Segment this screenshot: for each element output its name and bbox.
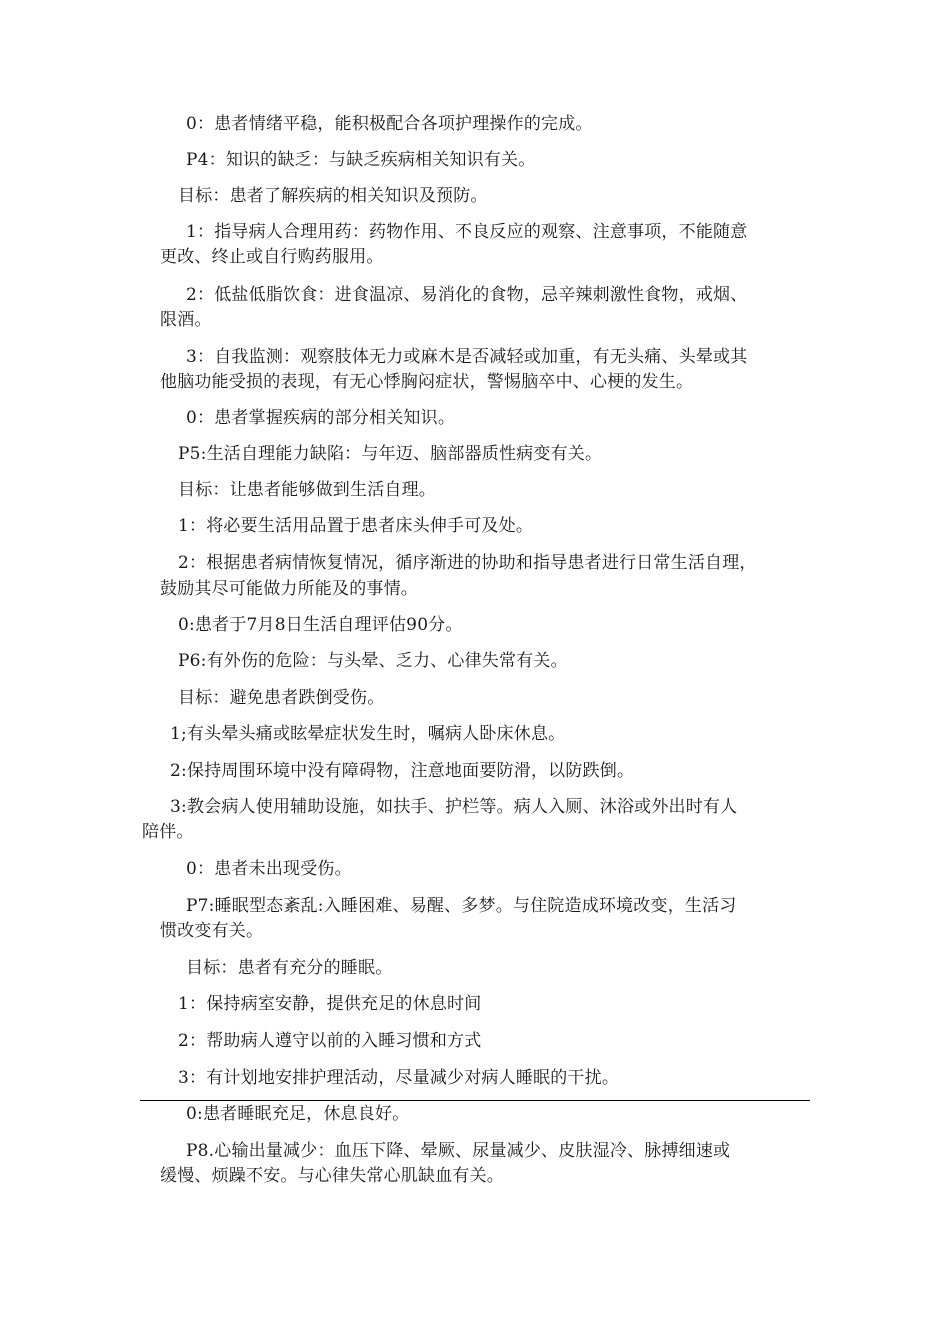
intervention-p7-1: 1：保持病室安静，提供充足的休息时间 [178,994,482,1014]
diagnosis-p5: P5:生活自理能力缺陷：与年迈、脑部器质性病变有关。 [178,444,603,464]
outcome-p4: 0：患者掌握疾病的部分相关知识。 [186,408,456,428]
intervention-p4-1: 1：指导病人合理用药：药物作用、不良反应的观察、注意事项，不能随意 [186,222,748,242]
intervention-p6-3: 3:教会病人使用辅助设施，如扶手、护栏等。病人入厕、沐浴或外出时有人 [170,797,738,817]
outcome-p7: 0:患者睡眠充足，休息良好。 [186,1104,410,1124]
intervention-p4-1-cont: 更改、终止或自行购药服用。 [160,247,384,267]
intervention-p5-2-cont: 鼓励其尽可能做力所能及的事情。 [160,579,418,599]
diagnosis-p7: P7:睡眠型态紊乱:入睡困难、易醒、多梦。与住院造成环境改变，生活习 [186,896,737,916]
goal-p6: 目标：避免患者跌倒受伤。 [178,688,385,708]
intervention-p4-2-cont: 限酒。 [160,310,212,330]
intervention-p6-2: 2:保持周围环境中没有障碍物，注意地面要防滑，以防跌倒。 [170,761,635,781]
diagnosis-p7-cont: 惯改变有关。 [160,921,264,941]
intervention-p5-1: 1：将必要生活用品置于患者床头伸手可及处。 [178,516,534,536]
intervention-p6-1: 1;有头晕头痛或眩晕症状发生时，嘱病人卧床休息。 [170,724,566,744]
outcome-p6: 0：患者未出现受伤。 [186,859,352,879]
diagnosis-p4: P4：知识的缺乏：与缺乏疾病相关知识有关。 [186,150,536,170]
intervention-p4-3-cont: 他脑功能受损的表现，有无心悸胸闷症状，警惕脑卒中、心梗的发生。 [160,372,694,392]
intervention-p6-3-cont: 陪伴。 [142,822,194,842]
intervention-p4-3: 3：自我监测：观察肢体无力或麻木是否减轻或加重，有无头痛、头晕或其 [186,347,748,367]
diagnosis-p8: P8.心输出量减少：血压下降、晕厥、尿量减少、皮肤湿冷、脉搏细速或 [186,1141,731,1161]
goal-p7: 目标：患者有充分的睡眠。 [186,958,393,978]
intervention-p7-3: 3：有计划地安排护理活动，尽量减少对病人睡眠的干扰。 [178,1068,620,1088]
outcome-p5: 0:患者于7月8日生活自理评估90分。 [178,615,463,635]
intervention-p5-2: 2：根据患者病情恢复情况，循序渐进的协助和指导患者进行日常生活自理， [178,553,757,573]
outcome-line-p3: 0：患者情绪平稳，能积极配合各项护理操作的完成。 [186,114,593,134]
goal-p5: 目标：让患者能够做到生活自理。 [178,480,436,500]
diagnosis-p6: P6:有外伤的危险：与头晕、乏力、心律失常有关。 [178,651,568,671]
intervention-p4-2: 2：低盐低脂饮食：进食温凉、易消化的食物，忌辛辣刺激性食物，戒烟、 [186,285,748,305]
horizontal-rule [140,1100,810,1101]
intervention-p7-2: 2：帮助病人遵守以前的入睡习惯和方式 [178,1031,482,1051]
diagnosis-p8-cont: 缓慢、烦躁不安。与心律失常心肌缺血有关。 [160,1166,504,1186]
goal-p4: 目标：患者了解疾病的相关知识及预防。 [178,186,488,206]
